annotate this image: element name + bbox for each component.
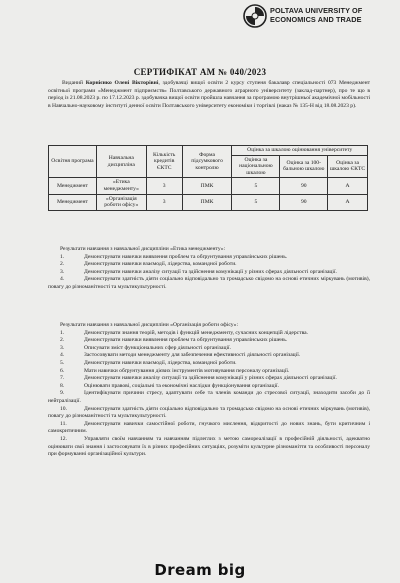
- th-scale-group: Оцінка за шкалою оцінювання університету: [232, 146, 368, 156]
- item-number: 2.: [60, 261, 65, 268]
- table-row: [49, 178, 368, 194]
- item-text: Управляти своїм навчанням та навчанням підлеглих з метою самореалізації в професійній діяльності, адекватно оцінювати свої знання і застосовувати їх в різних професійних ситуаціях, розуміти культурне різноманіття та особливості персоналу при формуванні організаційної культури.: [48, 435, 370, 458]
- item-number: 6.: [60, 367, 65, 374]
- learning-outcomes-ethics: [48, 246, 370, 292]
- intro-prefix: Виданий: [62, 80, 86, 86]
- item-text: Ідентифікувати причини стресу, адаптувати себе та членів команди до стресової ситуації, знаходити засоби до її нейтралізації.: [48, 390, 370, 404]
- item-number: 9.: [60, 390, 65, 397]
- university-name-line1: POLTAVA UNIVERSITY OF: [270, 6, 363, 15]
- list-item: [48, 276, 370, 291]
- item-number: 2.: [60, 337, 65, 344]
- cell-credits: 3: [146, 178, 182, 194]
- th-discipline: Навчальна дисципліна: [96, 146, 146, 178]
- item-number: 3.: [60, 268, 65, 275]
- learning-outcomes-office: [48, 322, 370, 459]
- certificate-title: СЕРТИФІКАТ АМ № 040/2023: [133, 67, 267, 77]
- list-item: [48, 421, 370, 436]
- table-header-row: [49, 146, 368, 156]
- item-text: Демонструвати навички виявлення проблем та обґрунтування управлінських рішень.: [84, 253, 288, 260]
- university-name: [270, 7, 362, 24]
- item-number: 5.: [60, 359, 65, 366]
- th-hundred: Оцінка за 100-бальною шкалою: [280, 155, 328, 178]
- section-heading: Результати навчання з навчальної дисципліни «Організація роботи офісу»:: [60, 322, 239, 328]
- th-ects: Оцінка за шкалою ЄКТС: [328, 155, 368, 178]
- cell-ects: A: [328, 178, 368, 194]
- item-number: 10.: [60, 405, 67, 412]
- cell-control: ПМК: [182, 194, 232, 210]
- list-item: [48, 360, 370, 368]
- item-number: 4.: [60, 352, 65, 359]
- item-number: 12.: [60, 435, 67, 442]
- cell-discipline: «Етика менеджменту»: [96, 178, 146, 194]
- list-item: [48, 352, 370, 360]
- section-heading: Результати навчання з навчальної дисципліни «Етика менеджменту»:: [60, 246, 226, 252]
- item-text: Демонструвати навички аналізу ситуації та здійснення комунікації у різних сферах діяльності організації.: [84, 375, 337, 382]
- item-text: Демонструвати навички взаємодії, лідерства, командної роботи.: [84, 261, 237, 268]
- item-text: Демонструвати здатність діяти соціально відповідально та громадсько свідомо на основі етичних міркувань (мотивів), повагу до різноманітності та мультикультурності.: [48, 405, 370, 420]
- list-item: [48, 436, 370, 459]
- intro-body: , здобувачці вищої освіти 2 курсу ступеня бакалавр спеціальності 073 Менеджмент освітньої програми «Менеджмент підприємств» Полтавського державного аграрного університету (заклад-партнер), про те що в період із 21.08.2023 р. по 17.12.2023 р. здобувачка вищої освіти пройшла навчання за програмою внутрішньої академічної мобільності в Навчально-науковому інституті денної освіти Полтавського університету економіки і торгівлі (наказ № 135-Н від 18.08.2023 р).: [48, 80, 371, 109]
- item-number: 8.: [60, 382, 65, 389]
- university-logo-icon: [243, 4, 267, 28]
- th-national: Оцінка за національною шкалою: [232, 155, 280, 178]
- item-text: Демонструвати навички самостійної роботи, гнучкого мислення, відкритості до нових знань, бути критичним і самокритичним.: [48, 420, 370, 435]
- cell-national: 5: [232, 178, 280, 194]
- item-text: Мати навички обґрунтування дієвих інструментів мотивування персоналу організації.: [84, 367, 290, 374]
- recipient-name: Корнієнко Олені Вікторівні: [85, 80, 159, 86]
- cell-hundred: 90: [280, 194, 328, 210]
- item-text: Оцінювати правові, соціальні та економічні наслідки функціонування організації.: [84, 382, 279, 389]
- cell-hundred: 90: [280, 178, 328, 194]
- item-number: 1.: [60, 253, 65, 260]
- cell-control: ПМК: [182, 178, 232, 194]
- list-item: [48, 337, 370, 345]
- th-credits: Кількість кредитів ЄКТС: [146, 146, 182, 178]
- item-number: 1.: [60, 329, 65, 336]
- cell-program: Менеджмент: [49, 178, 97, 194]
- item-text: Демонструвати знання теорій, методів і функцій менеджменту, сучасних концепцій лідерства.: [84, 329, 309, 336]
- cell-discipline: «Організація роботи офісу»: [96, 194, 146, 210]
- list-item: [48, 406, 370, 421]
- cell-national: 5: [232, 194, 280, 210]
- item-text: Демонструвати навички взаємодії, лідерства, командної роботи.: [84, 359, 237, 366]
- item-text: Описувати зміст функціональних сфер діяльності організації.: [84, 344, 232, 351]
- list-item: [48, 261, 370, 269]
- item-text: Демонструвати навички аналізу ситуації та здійснення комунікації у різних сферах діяльності організації.: [84, 268, 337, 275]
- grades-table: [48, 145, 368, 211]
- item-number: 11.: [60, 420, 67, 427]
- header: [0, 0, 400, 52]
- list-item: [48, 375, 370, 383]
- cell-credits: 3: [146, 194, 182, 210]
- cell-program: Менеджмент: [49, 194, 97, 210]
- dream-big-watermark: Dream big: [154, 561, 246, 579]
- university-name-line2: ECONOMICS AND TRADE: [270, 14, 362, 24]
- item-text: Застосовувати методи менеджменту для забезпечення ефективності діяльності організації.: [84, 352, 301, 359]
- cell-ects: A: [328, 194, 368, 210]
- item-number: 3.: [60, 344, 65, 351]
- list-item: [48, 390, 370, 405]
- item-text: Демонструвати навички виявлення проблем та обґрунтування управлінських рішень.: [84, 337, 288, 344]
- item-number: 4.: [60, 276, 65, 283]
- th-control: Форма підсумкового контролю: [182, 146, 232, 178]
- table-row: [49, 194, 368, 210]
- certificate-intro: [48, 80, 370, 110]
- item-text: Демонструвати здатність діяти соціально відповідально та громадсько свідомо на основі етичних міркувань (мотивів), повагу до різноманітності та мультикультурності.: [48, 276, 370, 290]
- th-program: Освітня програма: [49, 146, 97, 178]
- item-number: 7.: [60, 375, 65, 382]
